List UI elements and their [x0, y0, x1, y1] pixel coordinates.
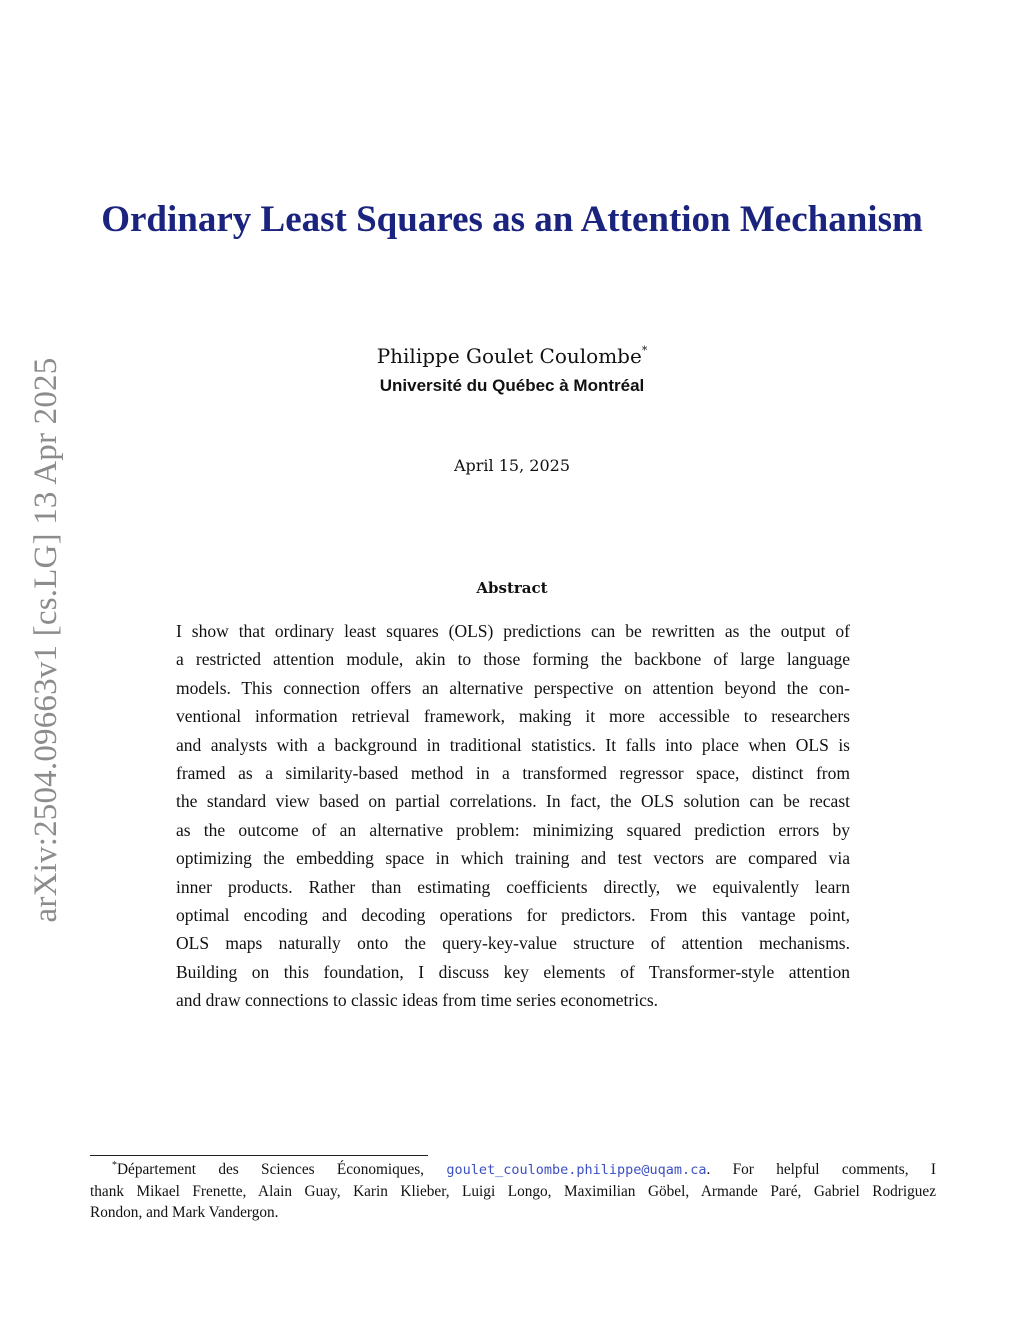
footnote-line: thank Mikael Frenette, Alain Guay, Karin Klieber, Luigi Longo, Maximilian Göbel, Armande Paré, Gabriel Rodriguez — [90, 1183, 936, 1200]
footnote-line — [90, 1159, 936, 1181]
footnote-thanks-start: . For helpful comments, I — [706, 1161, 937, 1178]
author-line — [0, 341, 1024, 371]
abstract-line: framed as a similarity-based method in a transformed regressor space, distinct from — [176, 762, 850, 783]
footnote-separator — [90, 1155, 428, 1156]
abstract-line: optimizing the embedding space in which training and test vectors are compared via — [176, 848, 850, 869]
abstract-line: and draw connections to classic ideas from time series econometrics. — [176, 990, 659, 1011]
footnote-line: Rondon, and Mark Vandergon. — [90, 1204, 279, 1221]
abstract-heading: Abstract — [476, 579, 548, 597]
arxiv-identifier-stamp: arXiv:2504.09663v1 [cs.LG] 13 Apr 2025 — [28, 357, 64, 923]
abstract-line: OLS maps naturally onto the query-key-value structure of attention mechanisms. — [176, 933, 850, 954]
author-affiliation: Université du Québec à Montréal — [379, 376, 645, 395]
abstract-line: a restricted attention module, akin to those forming the backbone of large language — [176, 649, 850, 670]
author-footnote-mark: * — [641, 344, 648, 357]
abstract-line: the standard view based on partial correlations. In fact, the OLS solution can be recast — [176, 791, 850, 812]
footnote — [90, 1159, 936, 1223]
abstract-line: optimal encoding and decoding operations for predictors. From this vantage point, — [176, 904, 850, 925]
paper-title: Ordinary Least Squares as an Attention Mechanism — [101, 199, 923, 240]
author-name: Philippe Goulet Coulombe — [376, 344, 642, 368]
abstract-line: and analysts with a background in traditional statistics. It falls into place when OLS is — [176, 734, 850, 755]
abstract-line: I show that ordinary least squares (OLS) predictions can be rewritten as the output of — [176, 621, 850, 641]
abstract-line: as the outcome of an alternative problem: minimizing squared prediction errors by — [176, 819, 850, 840]
abstract-line: inner products. Rather than estimating coefficients directly, we equivalently learn — [176, 876, 850, 897]
footnote-department: Département des Sciences Économiques, — [117, 1161, 447, 1178]
abstract-line: ventional information retrieval framework, making it more accessible to researchers — [176, 706, 850, 727]
abstract-line: models. This connection offers an alternative perspective on attention beyond the con- — [176, 677, 850, 698]
abstract-body — [176, 617, 850, 1014]
footnote-mark: * — [112, 1160, 117, 1171]
author-email-link[interactable]: goulet_coulombe.philippe@uqam.ca — [446, 1162, 707, 1178]
publication-date: April 15, 2025 — [453, 456, 570, 475]
abstract-line: Building on this foundation, I discuss key elements of Transformer-style attention — [176, 961, 850, 982]
